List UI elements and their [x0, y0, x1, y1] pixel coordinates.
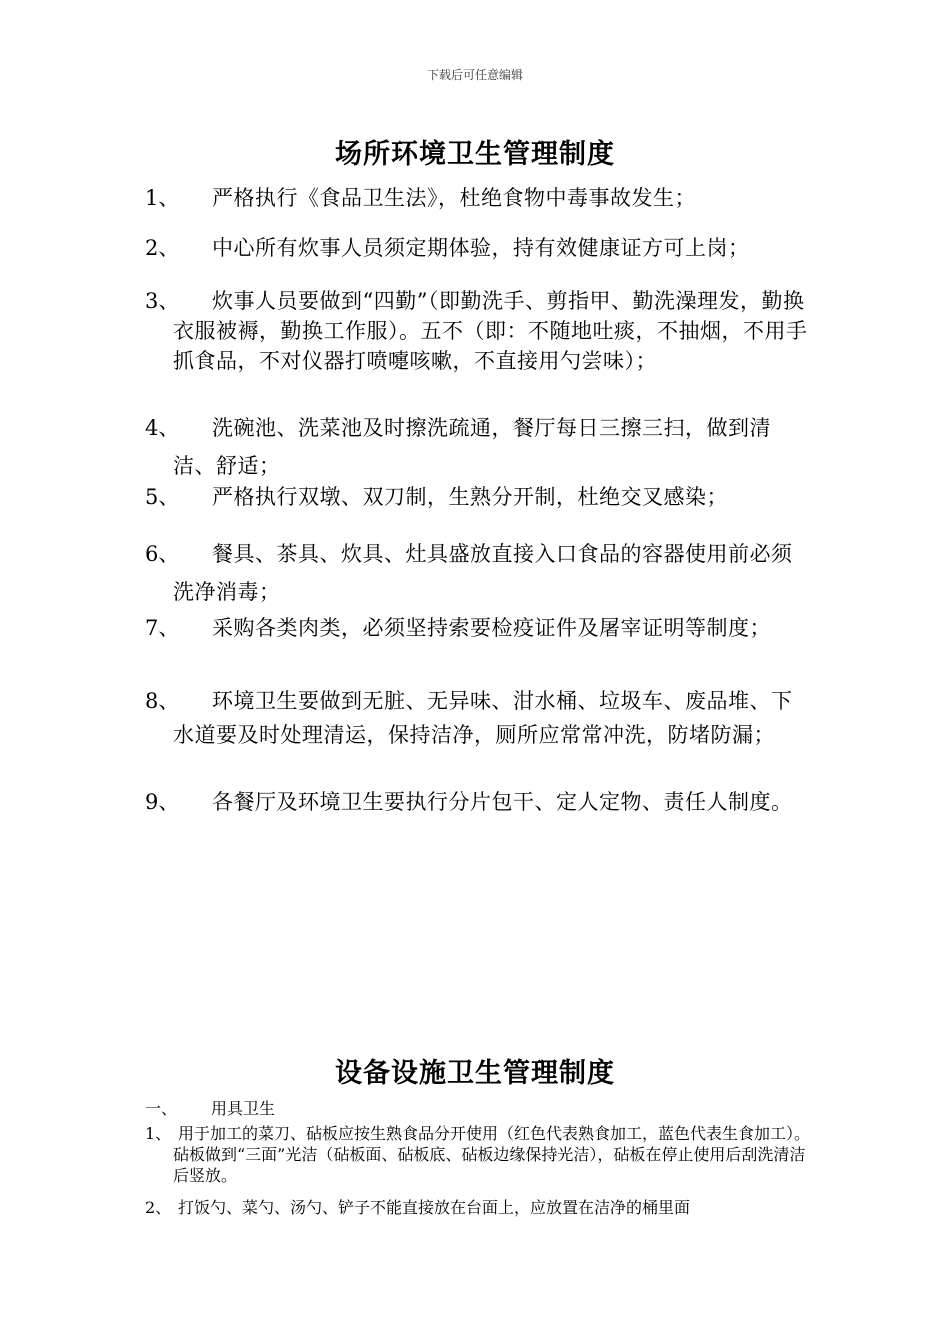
- rule-text: 中心所有炊事人员须定期体验，持有效健康证方可上岗；: [212, 236, 750, 260]
- section1-title: 场所环境卫生管理制度: [335, 139, 615, 170]
- rule-text: 采购各类肉类，必须坚持索要检疫证件及屠宰证明等制度；: [212, 616, 771, 640]
- rule-number: 7、: [145, 616, 180, 640]
- rule-item: [145, 286, 810, 376]
- rule-item: [145, 535, 810, 611]
- rule-number: 9、: [145, 790, 180, 814]
- rule-number: 1、: [145, 1124, 172, 1143]
- rule-number: 2、: [145, 1198, 172, 1217]
- rule-text: 环境卫生要做到无脏、无异味、泔水桶、垃圾车、废品堆、下水道要及时处理清运，保持洁净，厕所应常常冲洗，防堵防漏；: [173, 689, 793, 747]
- rule-text: 严格执行双墩、双刀制，生熟分开制，杜绝交叉感染；: [212, 485, 728, 509]
- subsection-text: 用具卫生: [211, 1099, 276, 1118]
- rule-text: 洗碗池、洗菜池及时擦洗疏通，餐厅每日三擦三扫，做到清洁、舒适；: [173, 416, 771, 478]
- rule-number: 5、: [145, 485, 180, 509]
- rule-text: 用于加工的菜刀、砧板应按生熟食品分开使用（红色代表熟食加工，蓝色代表生食加工）。砧板做到“三面”光洁（砧板面、砧板底、砧板边缘保持光洁），砧板在停止使用后刮洗清洁后竖放。: [173, 1124, 811, 1185]
- rule-number: 4、: [145, 416, 180, 440]
- rule-number: 3、: [145, 289, 180, 313]
- rule-text: 各餐厅及环境卫生要执行分片包干、定人定物、责任人制度。: [212, 790, 793, 814]
- rule-number: 8、: [145, 689, 180, 713]
- rule-number: 1、: [145, 186, 180, 210]
- rule-text: 打饭勺、菜勺、汤勺、铲子不能直接放在台面上，应放置在洁净的桶里面: [178, 1198, 691, 1217]
- rule-number: 2、: [145, 236, 180, 260]
- rule-number: 6、: [145, 542, 180, 566]
- rule-text: 严格执行《食品卫生法》，杜绝食物中毒事故发生；: [212, 186, 696, 210]
- rule-text: 餐具、茶具、炊具、灶具盛放直接入口食品的容器使用前必须洗净消毒；: [173, 542, 793, 604]
- rule-item: [145, 235, 810, 261]
- rule-item: [145, 409, 810, 485]
- rule-item: [145, 484, 810, 510]
- rule-item: [145, 784, 810, 820]
- header-note: 下载后可任意编辑: [426, 68, 523, 82]
- subsection-number: 一、: [145, 1099, 178, 1118]
- subsection-heading: [145, 1098, 810, 1119]
- rule-item: [145, 684, 810, 752]
- rule-item: [145, 185, 810, 211]
- rule-item: [145, 609, 810, 647]
- rule-text: 炊事人员要做到“四勤”（即勤洗手、剪指甲、勤洗澡理发，勤换衣服被褥，勤换工作服）。五不（即：不随地吐痰，不抽烟，不用手抓食品，不对仪器打喷嚏咳嗽，不直接用勺尝味）；: [173, 289, 808, 373]
- rule-item: [145, 1123, 810, 1186]
- section2-title: 设备设施卫生管理制度: [335, 1058, 615, 1089]
- rule-item: [145, 1197, 810, 1218]
